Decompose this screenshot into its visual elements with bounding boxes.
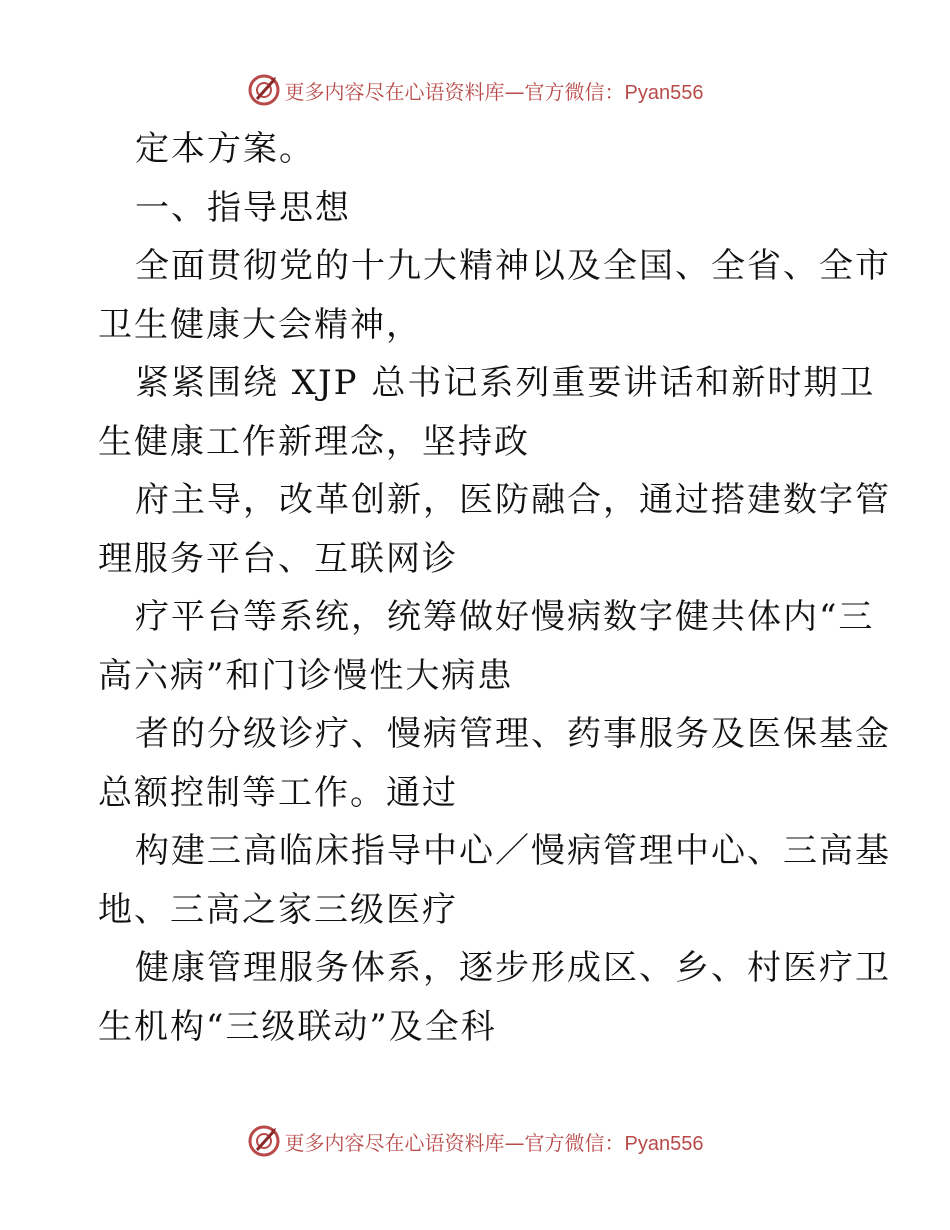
text-line: 者的分级诊疗、慢病管理、药事服务及医保基金 xyxy=(135,714,891,754)
text-line: 健康管理服务体系，逐步形成区、乡、村医疗卫 xyxy=(135,948,891,988)
watermark-text: 更多内容尽在心语资料库—官方微信：Pyan556 xyxy=(284,1130,704,1155)
watermark-logo-icon xyxy=(247,73,281,107)
text-line: 全面贯彻党的十九大精神以及全国、全省、全市 xyxy=(135,246,891,286)
watermark-text: 更多内容尽在心语资料库—官方微信：Pyan556 xyxy=(284,79,704,104)
text-line: 理服务平台、互联网诊 xyxy=(98,538,458,579)
watermark-logo-icon xyxy=(247,1124,281,1158)
text-line: 地、三高之家三级医疗 xyxy=(98,889,458,930)
header-watermark xyxy=(0,70,950,110)
text-line: 定本方案。 xyxy=(135,129,315,169)
text-line: 生健康工作新理念，坚持政 xyxy=(98,421,530,462)
footer-watermark xyxy=(0,1121,950,1161)
text-line: 生机构“三级联动”及全科 xyxy=(98,1006,497,1047)
text-line: 高六病”和门诊慢性大病患 xyxy=(98,655,514,696)
text-line: 疗平台等系统，统筹做好慢病数字健共体内“三 xyxy=(135,597,875,637)
text-line: 府主导，改革创新，医防融合，通过搭建数字管 xyxy=(135,480,891,520)
text-line: 紧紧围绕 XJP 总书记系列重要讲话和新时期卫 xyxy=(135,363,876,403)
text-line: 卫生健康大会精神， xyxy=(98,304,422,345)
text-line: 构建三高临床指导中心／慢病管理中心、三高基 xyxy=(135,831,891,871)
document-body xyxy=(98,120,891,1056)
text-line: 总额控制等工作。通过 xyxy=(98,772,458,813)
section-heading: 一、指导思想 xyxy=(135,187,351,228)
